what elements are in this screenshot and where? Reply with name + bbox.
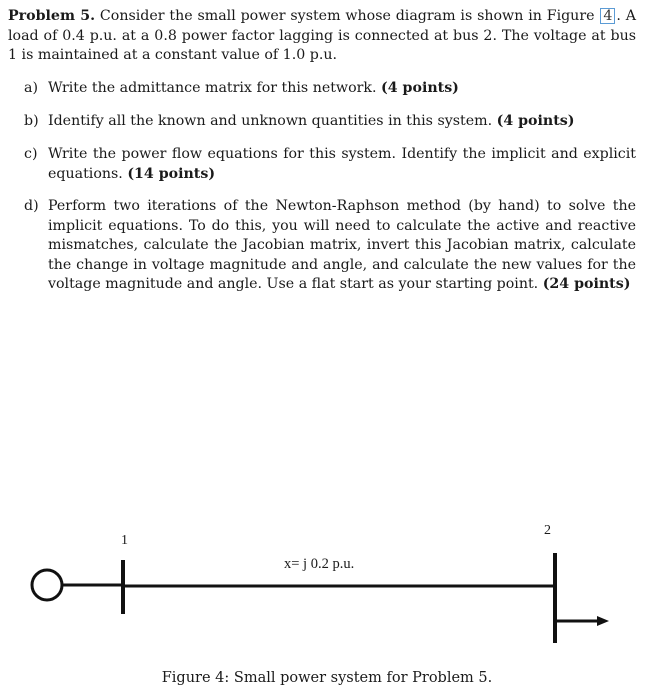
figure-caption: Figure 4: Small power system for Problem 5. — [161, 670, 493, 686]
load-arrow-icon — [597, 616, 609, 626]
question-points: (14 points) — [127, 165, 216, 182]
question-text: Perform two iterations of the Newton-Raphson method (by hand) to solve the implicit equations. To do this, you will need to calculate the active and reactive mismatches, calculate the Jacobian matrix, invert this Jacobian matrix, calculate the change in voltage magnitude and angle, and calculate the new values for the voltage magnitude and angle. Use a flat start as your starting point. (24 points) — [48, 198, 636, 292]
bus-1-label: 1 — [121, 533, 128, 548]
question-points: (4 points) — [496, 113, 575, 129]
question-label: d) — [24, 198, 39, 214]
bus-2-label: 2 — [544, 523, 551, 538]
generator-symbol — [32, 570, 62, 600]
question-points: (24 points) — [542, 276, 631, 292]
question-text: Write the admittance matrix for this network. (4 points) — [48, 80, 459, 96]
question-label: c) — [24, 146, 38, 162]
figure-reference-link[interactable]: 4 — [600, 8, 615, 24]
question-points: (4 points) — [381, 80, 459, 96]
question-text: Identify all the known and unknown quantities in this system. (4 points) — [48, 113, 575, 129]
line-impedance-label: x= j 0.2 p.u. — [284, 556, 355, 572]
problem-heading: Problem 5. — [8, 8, 96, 24]
intro-text-part2: . A load of 0.4 p.u. at a 0.8 power factor lagging is connected at bus 2. The voltage at bus 1 is maintained at a constant value of 1.0 p.u. — [8, 8, 637, 63]
question-label: b) — [24, 113, 39, 129]
question-text: Write the power flow equations for this system. Identify the implicit and explicit equations. (14 points) — [48, 146, 636, 182]
intro-text-part1: Consider the small power system whose diagram is shown in Figure — [99, 8, 595, 24]
question-label: a) — [24, 80, 38, 96]
